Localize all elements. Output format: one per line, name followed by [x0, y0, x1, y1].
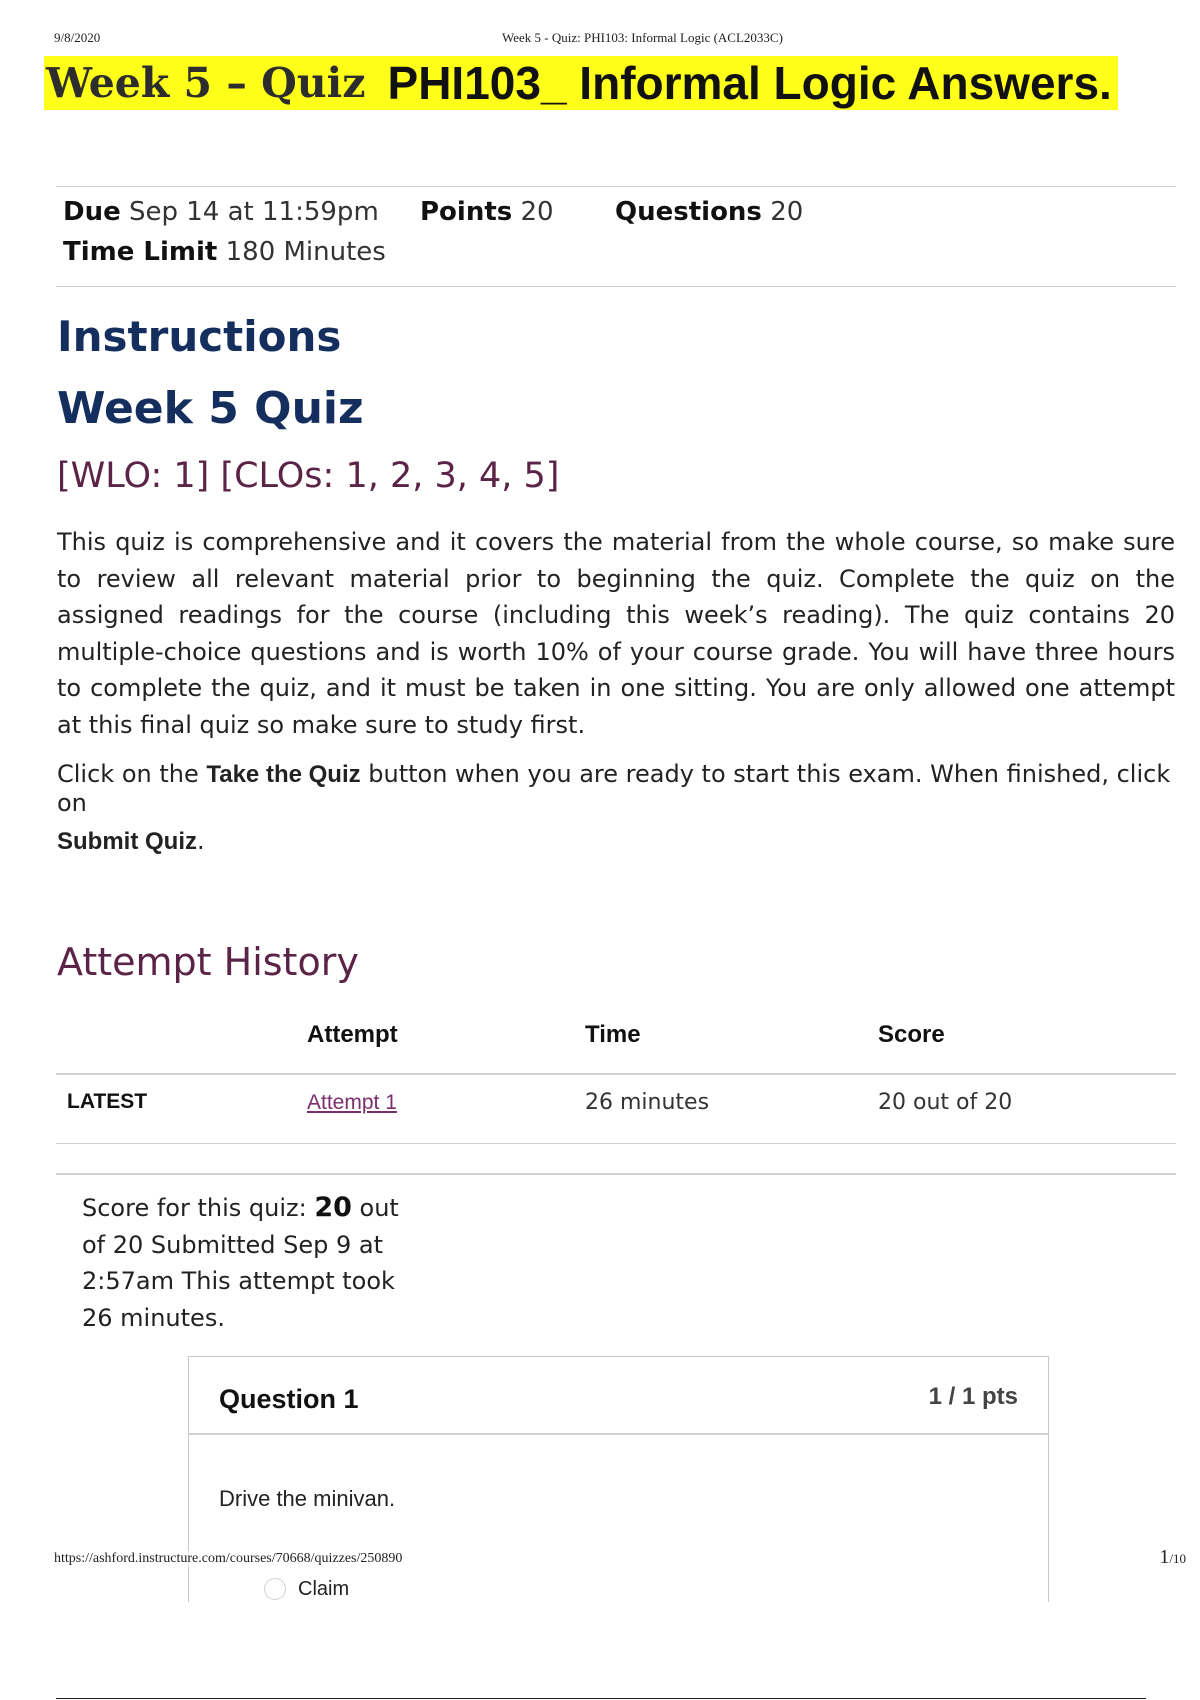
learning-outcomes: [WLO: 1] [CLOs: 1, 2, 3, 4, 5] [57, 456, 560, 496]
attempt-history-heading: Attempt History [57, 940, 359, 984]
instruction-text: Click on the [57, 760, 207, 788]
due-label: Due [63, 197, 121, 227]
column-header-attempt: Attempt [307, 1021, 398, 1048]
answer-radio[interactable] [264, 1578, 286, 1600]
attempt-1-link[interactable]: Attempt 1 [307, 1091, 397, 1114]
question-text: Drive the minivan. [219, 1486, 396, 1511]
time-limit-value: 180 Minutes [225, 237, 386, 267]
table-header-divider [56, 1073, 1176, 1075]
instructions-heading: Instructions [57, 312, 342, 361]
questions-value: 20 [770, 197, 804, 227]
question-title: Question 1 [219, 1384, 359, 1414]
score-label: Score for this quiz: [82, 1194, 315, 1222]
page-number [1159, 1546, 1186, 1569]
due-date [63, 197, 379, 227]
page-total: /10 [1169, 1551, 1186, 1566]
score-value: 20 [314, 1192, 352, 1223]
attempt-score: 20 out of 20 [878, 1090, 1013, 1115]
time-limit [63, 237, 386, 267]
print-date: 9/8/2020 [54, 30, 101, 45]
question-header [189, 1357, 1048, 1435]
submit-quiz-emphasis: Submit Quiz [57, 828, 197, 855]
divider [56, 1173, 1176, 1175]
column-header-time: Time [585, 1021, 641, 1048]
quiz-subheading: Week 5 Quiz [57, 383, 364, 434]
divider [56, 1143, 1176, 1144]
take-quiz-instructions [57, 760, 1197, 856]
question-points: 1 / 1 pts [928, 1383, 1018, 1410]
instruction-text: button when you are ready to start this exam. When finished, click on [57, 760, 1171, 817]
points-label: Points [420, 197, 513, 227]
instruction-text: . [197, 827, 205, 855]
instructions-paragraph: This quiz is comprehensive and it covers the material from the whole course, so make sure to review all relevant material prior to beginning the quiz. Complete the quiz on the assigned readings for the course (including this week’s reading). The quiz contains 20 multiple-choice questions and is worth 10% of your course grade. You will have three hours to complete the quiz, and it must be taken in one sitting. You are only allowed one attempt at this final quiz so make sure to study first. [57, 528, 1175, 739]
divider [56, 286, 1176, 287]
print-page-title: Week 5 - Quiz: PHI103: Informal Logic (ACL2033C) [502, 30, 783, 45]
page-url: https://ashford.instructure.com/courses/70668/quizzes/250890 [54, 1551, 403, 1566]
questions-label: Questions [615, 197, 762, 227]
page-title-part1: Week 5 – Quiz [46, 59, 366, 107]
time-limit-label: Time Limit [63, 237, 218, 267]
questions-count [615, 197, 803, 227]
submission-details: out of 20 Submitted Sep 9 at 2:57am This attempt took 26 minutes. [82, 1194, 399, 1332]
points-value: 20 [520, 197, 554, 227]
take-quiz-emphasis: Take the Quiz [206, 761, 361, 788]
answer-option-label: Claim [298, 1578, 350, 1600]
page-title [44, 56, 1118, 110]
latest-badge: LATEST [67, 1090, 148, 1113]
column-header-score: Score [878, 1021, 945, 1048]
divider [56, 186, 1176, 187]
attempt-time: 26 minutes [585, 1090, 710, 1115]
score-summary [82, 1190, 412, 1336]
page-current: 1 [1159, 1546, 1170, 1568]
points [420, 197, 554, 227]
page-title-part2: PHI103_ Informal Logic Answers. [387, 57, 1112, 109]
page-bottom-divider [56, 1698, 1146, 1699]
due-value: Sep 14 at 11:59pm [129, 197, 379, 227]
